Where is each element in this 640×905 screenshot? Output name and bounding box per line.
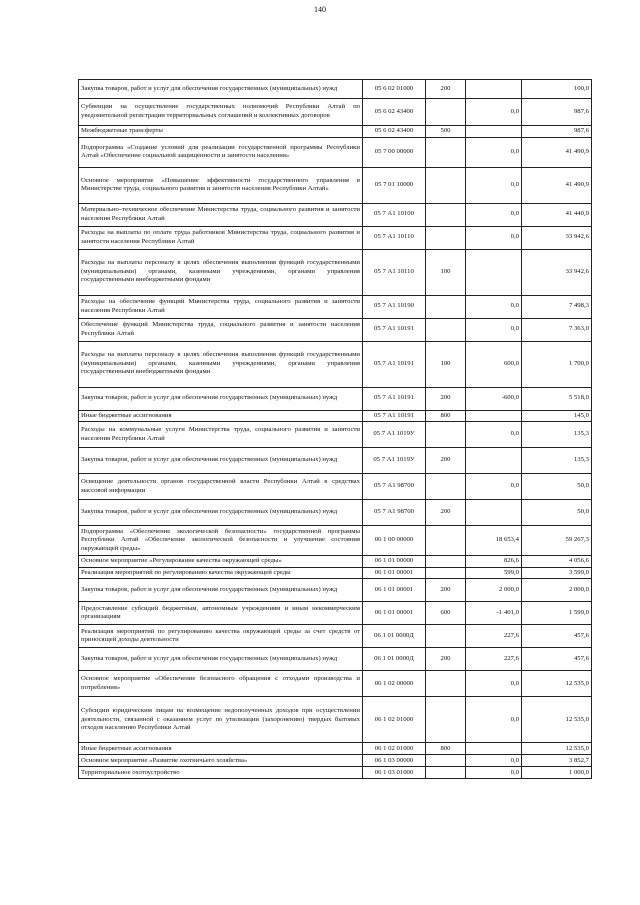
- total-amount: 41 490,9: [522, 167, 592, 203]
- table-row: [79, 341, 592, 387]
- table-row: [79, 556, 592, 568]
- expense-type-code: [426, 422, 466, 448]
- expense-name: Расходы на обеспечение функций Министерства труда, социального развития и занятости населения Республики Алтай: [79, 295, 363, 318]
- change-amount: [466, 743, 522, 755]
- expense-type-code: [426, 318, 466, 341]
- expense-name: Закупка товаров, работ и услуг для обеспечения государственных (муниципальных) нужд: [79, 80, 363, 99]
- expense-name: Подпрограмма «Создание условий для реализации государственной программы Республики Алтай «Обеспечение социальной защищенности и занятости населения»: [79, 137, 363, 167]
- expense-type-code: [426, 167, 466, 203]
- total-amount: 1 599,0: [522, 602, 592, 625]
- expense-name: Расходы на коммунальные услуги Министерства труда, социального развития и занятости населения Республики Алтай: [79, 422, 363, 448]
- expense-type-code: 200: [426, 648, 466, 671]
- total-amount: 1 000,0: [522, 767, 592, 779]
- table-row: [79, 743, 592, 755]
- table-row: [79, 526, 592, 556]
- target-article-code: 06 1 01 0000Д: [363, 625, 426, 648]
- expense-type-code: [426, 526, 466, 556]
- table-row: [79, 448, 592, 474]
- table-row: [79, 249, 592, 295]
- expense-name: Территориальное охотоустройство: [79, 767, 363, 779]
- target-article-code: 06 1 01 00001: [363, 567, 426, 579]
- target-article-code: 05 7 А1 1019У: [363, 448, 426, 474]
- change-amount: -600,0: [466, 387, 522, 410]
- target-article-code: 05 7 А1 10191: [363, 387, 426, 410]
- table-row: [79, 602, 592, 625]
- change-amount: 0,0: [466, 767, 522, 779]
- change-amount: 0,0: [466, 318, 522, 341]
- target-article-code: 05 7 00 00000: [363, 137, 426, 167]
- expense-type-code: 800: [426, 743, 466, 755]
- change-amount: [466, 448, 522, 474]
- target-article-code: 05 7 А1 10191: [363, 341, 426, 387]
- expense-type-code: 200: [426, 579, 466, 602]
- table-row: [79, 625, 592, 648]
- total-amount: 987,6: [522, 99, 592, 126]
- table-row: [79, 410, 592, 422]
- expense-type-code: [426, 137, 466, 167]
- total-amount: 5 518,0: [522, 387, 592, 410]
- total-amount: 50,0: [522, 474, 592, 500]
- expense-name: Закупка товаров, работ и услуг для обеспечения государственных (муниципальных) нужд: [79, 648, 363, 671]
- total-amount: 50,0: [522, 500, 592, 526]
- total-amount: 2 000,0: [522, 579, 592, 602]
- table-row: [79, 387, 592, 410]
- target-article-code: 06 1 02 00000: [363, 671, 426, 697]
- target-article-code: 06 1 02 01000: [363, 743, 426, 755]
- total-amount: 41 440,9: [522, 203, 592, 226]
- change-amount: 0,0: [466, 295, 522, 318]
- change-amount: 600,0: [466, 341, 522, 387]
- expense-name: Освещение деятельности органов государственной власти Республики Алтай в средствах массовой информации: [79, 474, 363, 500]
- change-amount: 826,6: [466, 556, 522, 568]
- target-article-code: 05 7 А1 10110: [363, 226, 426, 249]
- total-amount: 145,0: [522, 410, 592, 422]
- expense-name: Предоставление субсидий бюджетным, автономным учреждениям и иным некоммерческим организациям: [79, 602, 363, 625]
- total-amount: 12 535,0: [522, 671, 592, 697]
- target-article-code: 05 7 А1 10100: [363, 203, 426, 226]
- budget-table: [78, 79, 592, 779]
- total-amount: 4 056,6: [522, 556, 592, 568]
- change-amount: 227,6: [466, 625, 522, 648]
- total-amount: 1 700,0: [522, 341, 592, 387]
- change-amount: 2 000,0: [466, 579, 522, 602]
- target-article-code: 06 1 01 00001: [363, 579, 426, 602]
- total-amount: 12 535,0: [522, 743, 592, 755]
- expense-name: Закупка товаров, работ и услуг для обеспечения государственных (муниципальных) нужд: [79, 579, 363, 602]
- table-row: [79, 671, 592, 697]
- total-amount: 41 490,9: [522, 137, 592, 167]
- expense-type-code: 200: [426, 448, 466, 474]
- change-amount: 227,6: [466, 648, 522, 671]
- change-amount: -1 401,0: [466, 602, 522, 625]
- expense-name: Реализация мероприятий по регулированию качества окружающей среды: [79, 567, 363, 579]
- table-row: [79, 99, 592, 126]
- table-row: [79, 648, 592, 671]
- expense-type-code: [426, 697, 466, 743]
- target-article-code: 05 7 А1 98700: [363, 474, 426, 500]
- expense-name: Закупка товаров, работ и услуг для обеспечения государственных (муниципальных) нужд: [79, 448, 363, 474]
- target-article-code: 05 7 А1 10190: [363, 295, 426, 318]
- expense-name: Основное мероприятие «Повышение эффективности государственного управления в Министерстве труда, социального развития и занятости населения Республики Алтай»: [79, 167, 363, 203]
- target-article-code: 05 6 02 01000: [363, 80, 426, 99]
- table-row: [79, 767, 592, 779]
- change-amount: [466, 410, 522, 422]
- table-row: [79, 80, 592, 99]
- table-row: [79, 167, 592, 203]
- total-amount: 12 535,0: [522, 697, 592, 743]
- target-article-code: 05 7 А1 10191: [363, 318, 426, 341]
- expense-name: Расходы на выплаты персоналу в целях обеспечения выполнения функций государственными (муниципальными) органами, казенными учреждениями, органами управления государственными внебюджетными фондами: [79, 249, 363, 295]
- expense-type-code: [426, 567, 466, 579]
- page-number: 140: [314, 5, 326, 14]
- change-amount: 0,0: [466, 474, 522, 500]
- expense-type-code: [426, 203, 466, 226]
- target-article-code: 05 6 02 43400: [363, 126, 426, 138]
- table-row: [79, 137, 592, 167]
- total-amount: 33 942,6: [522, 226, 592, 249]
- target-article-code: 05 7 А1 10191: [363, 410, 426, 422]
- total-amount: 59 267,3: [522, 526, 592, 556]
- change-amount: [466, 249, 522, 295]
- expense-name: Основное мероприятие «Обеспечение безопасного обращения с отходами производства и потребления»: [79, 671, 363, 697]
- expense-type-code: [426, 295, 466, 318]
- change-amount: 0,0: [466, 203, 522, 226]
- table-row: [79, 295, 592, 318]
- change-amount: 0,0: [466, 226, 522, 249]
- expense-name: Основное мероприятие «Развитие охотничьего хозяйства»: [79, 755, 363, 767]
- expense-name: Материально–техническое обеспечение Министерства труда, социального развития и занятости населения Республики Алтай: [79, 203, 363, 226]
- target-article-code: 06 1 03 01000: [363, 767, 426, 779]
- expense-name: Межбюджетные трансферты: [79, 126, 363, 138]
- expense-name: Иные бюджетные ассигнования: [79, 410, 363, 422]
- table-row: [79, 474, 592, 500]
- total-amount: 33 942,6: [522, 249, 592, 295]
- table-row: [79, 226, 592, 249]
- expense-name: Основное мероприятие «Регулирование качества окружающей среды»: [79, 556, 363, 568]
- table-row: [79, 500, 592, 526]
- expense-type-code: [426, 671, 466, 697]
- change-amount: 0,0: [466, 422, 522, 448]
- expense-type-code: 100: [426, 249, 466, 295]
- expense-name: Обеспечение функций Министерства труда, социального развития и занятости населения Республики Алтай: [79, 318, 363, 341]
- change-amount: [466, 80, 522, 99]
- expense-type-code: [426, 474, 466, 500]
- budget-table-body: [79, 80, 592, 779]
- target-article-code: 06 1 01 00000: [363, 556, 426, 568]
- table-row: [79, 579, 592, 602]
- change-amount: [466, 126, 522, 138]
- expense-type-code: [426, 767, 466, 779]
- target-article-code: 06 1 03 00000: [363, 755, 426, 767]
- expense-name: Реализация мероприятий по регулированию качества окружающей среды за счет средств от приносящей доходы деятельности: [79, 625, 363, 648]
- expense-name: Субсидии юридическим лицам на возмещение недополученных доходов при осуществлении деятельности, связанной с оказанием услуг по утилизации (захоронению) твердых бытовых отходов населению Республики Алтай: [79, 697, 363, 743]
- target-article-code: 05 6 02 43400: [363, 99, 426, 126]
- target-article-code: 05 7 А1 98700: [363, 500, 426, 526]
- table-row: [79, 203, 592, 226]
- table-row: [79, 126, 592, 138]
- expense-name: Подпрограмма «Обеспечение экологической безопасности» государственной программы Республики Алтай «Обеспечение экологической безопасности и улучшение состояния окружающей среды»: [79, 526, 363, 556]
- target-article-code: 05 7 А1 10110: [363, 249, 426, 295]
- expense-type-code: 200: [426, 80, 466, 99]
- total-amount: 135,3: [522, 422, 592, 448]
- expense-type-code: 500: [426, 126, 466, 138]
- target-article-code: 06 1 02 01000: [363, 697, 426, 743]
- expense-type-code: [426, 99, 466, 126]
- expense-name: Иные бюджетные ассигнования: [79, 743, 363, 755]
- change-amount: 0,0: [466, 99, 522, 126]
- expense-name: Закупка товаров, работ и услуг для обеспечения государственных (муниципальных) нужд: [79, 387, 363, 410]
- expense-type-code: [426, 226, 466, 249]
- total-amount: 3 852,7: [522, 755, 592, 767]
- expense-name: Расходы на выплаты по оплате труда работников Министерства труда, социального развития и занятости населения Республики Алтай: [79, 226, 363, 249]
- expense-type-code: [426, 556, 466, 568]
- table-row: [79, 567, 592, 579]
- total-amount: 7 498,3: [522, 295, 592, 318]
- target-article-code: 06 1 01 0000Д: [363, 648, 426, 671]
- change-amount: 18 653,4: [466, 526, 522, 556]
- target-article-code: 05 7 А1 1019У: [363, 422, 426, 448]
- expense-type-code: [426, 625, 466, 648]
- change-amount: 0,0: [466, 167, 522, 203]
- total-amount: 457,6: [522, 648, 592, 671]
- expense-type-code: 600: [426, 602, 466, 625]
- change-amount: 0,0: [466, 755, 522, 767]
- target-article-code: 06 1 00 00000: [363, 526, 426, 556]
- target-article-code: 05 7 01 10000: [363, 167, 426, 203]
- total-amount: 987,6: [522, 126, 592, 138]
- target-article-code: 06 1 01 00001: [363, 602, 426, 625]
- table-row: [79, 755, 592, 767]
- change-amount: 0,0: [466, 671, 522, 697]
- change-amount: 599,0: [466, 567, 522, 579]
- expense-name: Расходы на выплаты персоналу в целях обеспечения выполнения функций государственными (муниципальными) органами, казенными учреждениями, органами управления государственными внебюджетными фондами: [79, 341, 363, 387]
- table-row: [79, 422, 592, 448]
- expense-type-code: 800: [426, 410, 466, 422]
- table-row: [79, 318, 592, 341]
- expense-name: Закупка товаров, работ и услуг для обеспечения государственных (муниципальных) нужд: [79, 500, 363, 526]
- change-amount: [466, 500, 522, 526]
- total-amount: 457,6: [522, 625, 592, 648]
- total-amount: 3 599,0: [522, 567, 592, 579]
- table-row: [79, 697, 592, 743]
- expense-type-code: [426, 755, 466, 767]
- expense-type-code: 100: [426, 341, 466, 387]
- expense-type-code: 200: [426, 387, 466, 410]
- total-amount: 135,3: [522, 448, 592, 474]
- total-amount: 7 363,0: [522, 318, 592, 341]
- expense-name: Субвенции на осуществление государственных полномочий Республики Алтай по уведомительной регистрации территориальных соглашений и коллективных договоров: [79, 99, 363, 126]
- total-amount: 100,0: [522, 80, 592, 99]
- change-amount: 0,0: [466, 697, 522, 743]
- change-amount: 0,0: [466, 137, 522, 167]
- expense-type-code: 200: [426, 500, 466, 526]
